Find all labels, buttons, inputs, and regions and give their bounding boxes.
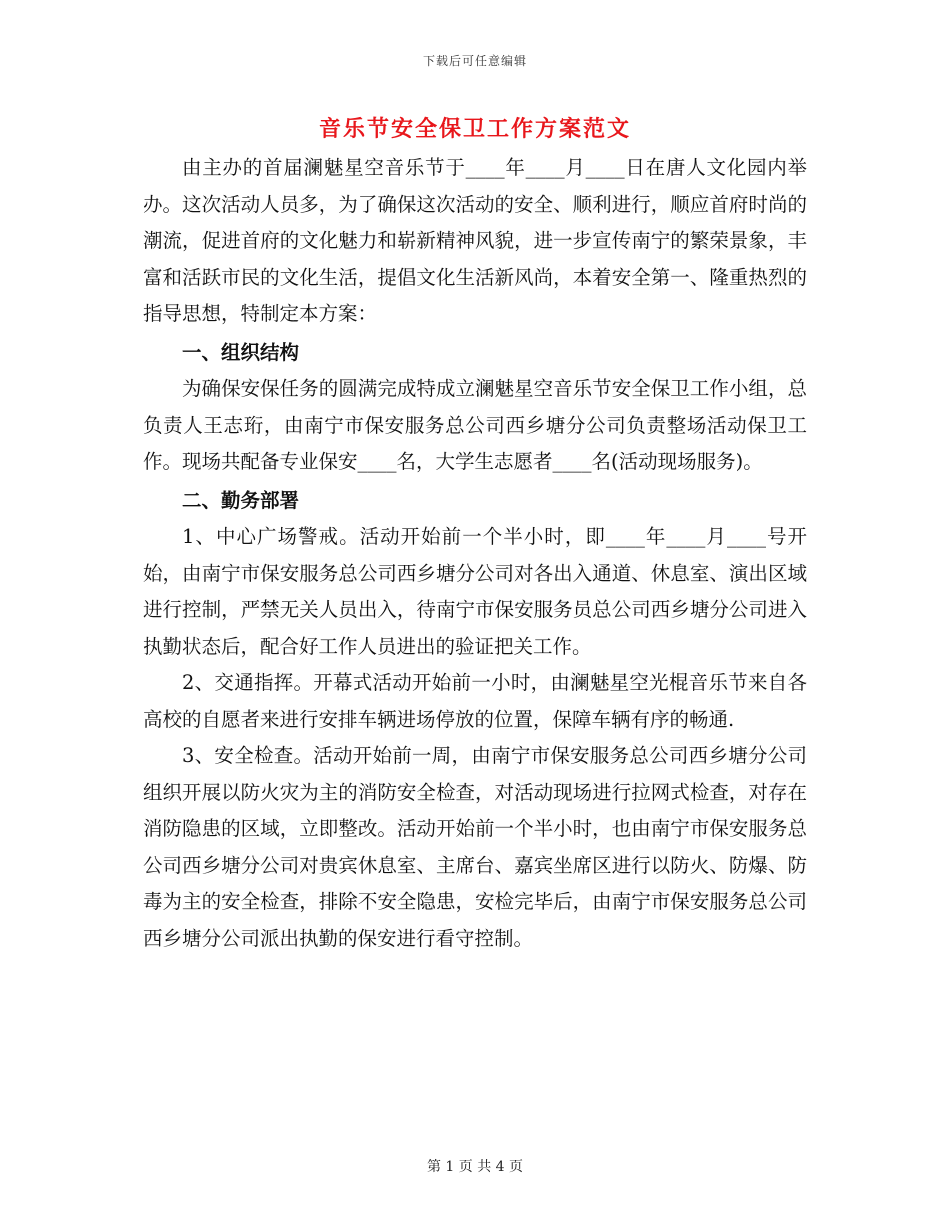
section-heading-deployment: 二、勤务部署 — [182, 488, 300, 512]
organization-paragraph: 为确保安保任务的圆满完成特成立澜魅星空音乐节安全保卫工作小组，总负责人王志珩，由南宁市保安服务总公司西乡塘分公司负责整场活动保卫工作。现场共配备专业保安____名，大学生志愿者____名(活动现场服务)。 — [143, 377, 807, 473]
document-title: 音乐节安全保卫工作方案范文 — [318, 116, 631, 142]
deployment-item-1: 1、中心广场警戒。活动开始前一个半小时，即____年____月____号开始，由南宁市保安服务总公司西乡塘分公司对各出入通道、休息室、演出区域进行控制，严禁无关人员出入，待南宁市保安服务员总公司西乡塘分公司进入执勤状态后，配合好工作人员进出的验证把关工作。 — [143, 525, 807, 658]
intro-paragraph: 由主办的首届澜魅星空音乐节于____年____月____日在唐人文化园内举办。这次活动人员多，为了确保这次活动的安全、顺利进行，顺应首府时尚的潮流，促进首府的文化魅力和崭新精神风貌，进一步宣传南宁的繁荣景象，丰富和活跃市民的文化生活，提倡文化生活新风尚，本着安全第一、隆重热烈的指导思想，特制定本方案： — [143, 156, 807, 325]
document-body — [143, 150, 807, 957]
page-number: 第 1 页 共 4 页 — [426, 1159, 524, 1175]
header-note: 下载后可任意编辑 — [422, 54, 527, 68]
deployment-item-2: 2、交通指挥。开幕式活动开始前一小时，由澜魅星空光棍音乐节来自各高校的自愿者来进行安排车辆进场停放的位置，保障车辆有序的畅通. — [143, 671, 807, 731]
section-heading-organization: 一、组织结构 — [182, 340, 300, 364]
deployment-item-3: 3、安全检查。活动开始前一周，由南宁市保安服务总公司西乡塘分公司组织开展以防火灾为主的消防安全检查，对活动现场进行拉网式检查，对存在消防隐患的区域，立即整改。活动开始前一个半小时，也由南宁市保安服务总公司西乡塘分公司对贵宾休息室、主席台、嘉宾坐席区进行以防火、防爆、防毒为主的安全检查，排除不安全隐患，安检完毕后，由南宁市保安服务总公司西乡塘分公司派出执勤的保安进行看守控制。 — [143, 744, 807, 950]
